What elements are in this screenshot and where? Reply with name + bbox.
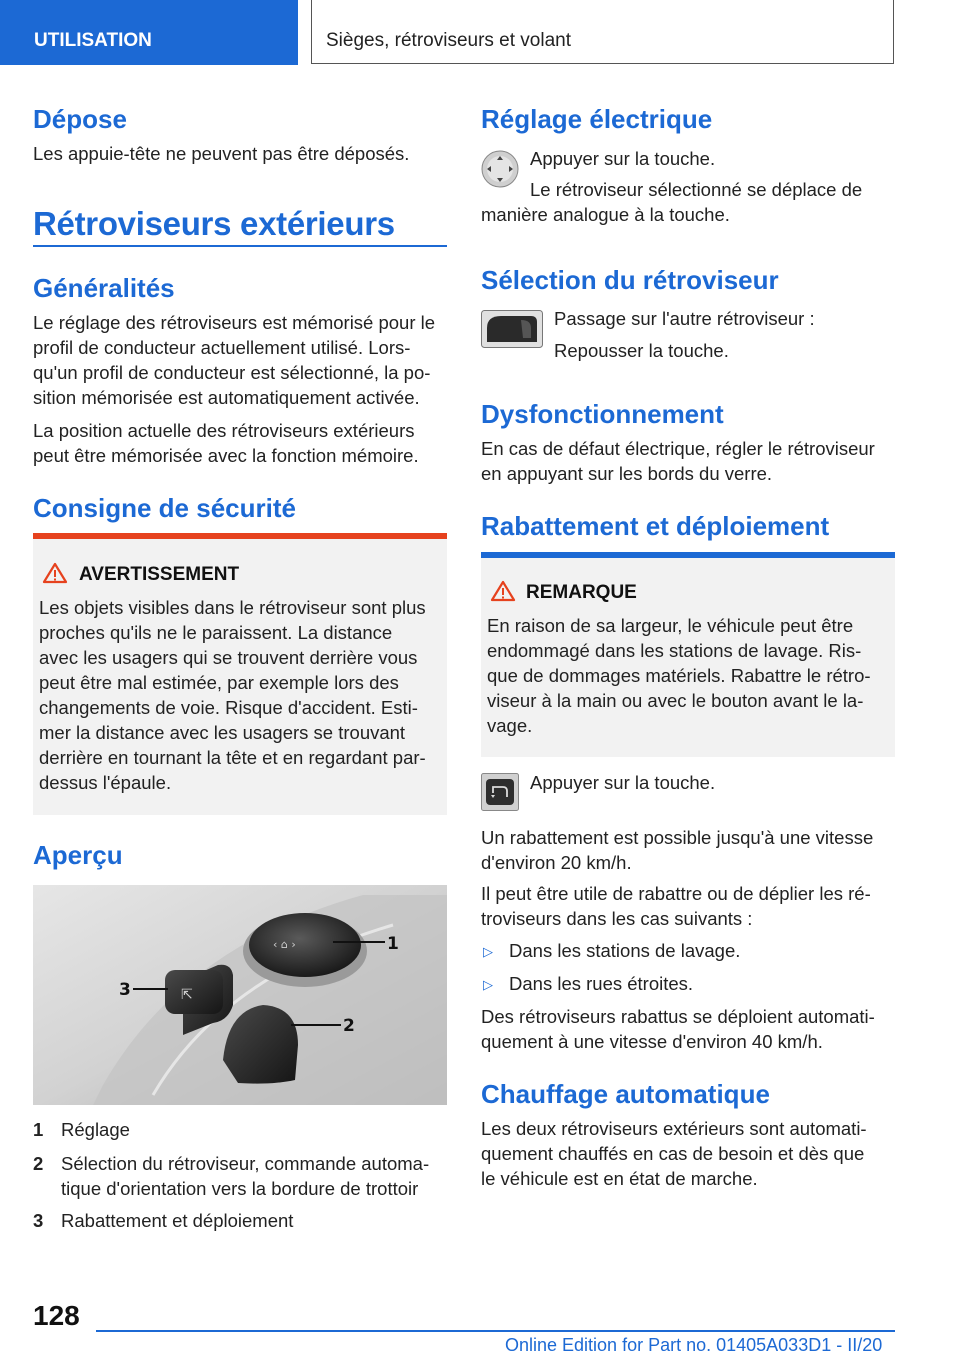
generalites-p1: Le réglage des rétroviseurs est mémorisé pour le profil de conducteur actuellement utilisé. Lors- qu'un profil de conducteur est sélectionné, la po- sition mémorisée est automatiquement activée. — [33, 312, 436, 408]
callout-3: 3 — [119, 980, 131, 1000]
footer-rule — [96, 1330, 895, 1332]
mirror-control-photo — [33, 885, 447, 1105]
chauffage-text: Les deux rétroviseurs extérieurs sont automati- quement chauffés en cas de besoin et dès que le véhicule est en état de marche. — [481, 1118, 867, 1189]
generalites-p2: La position actuelle des rétroviseurs extérieurs peut être mémorisée avec la fonction mémoire. — [33, 420, 419, 466]
legend-text-3: Rabattement et déploiement — [61, 1210, 294, 1231]
mirror-fold-button-icon — [481, 773, 519, 811]
warning-bar — [33, 533, 447, 539]
legend-num-2: 2 — [33, 1153, 44, 1174]
chauffage-title: Chauffage automatique — [481, 1079, 770, 1109]
edition-label: Online Edition for Part no. 01405A033D1 - II/20 — [505, 1335, 883, 1355]
bullet-marker-1: ▷ — [483, 944, 493, 959]
page-number: 128 — [33, 1300, 80, 1331]
mirror-select-switch-icon — [481, 310, 543, 348]
svg-text:⇱: ⇱ — [181, 987, 193, 1003]
bullet-text-2: Dans les rues étroites. — [509, 973, 694, 994]
note-text: En raison de sa largeur, le véhicule peut être endommagé dans les stations de lavage. Ris- que de dommages matériels. Rabattre le rétro- viseur à la main ou avec le bouton avant le la- vage. — [487, 615, 871, 736]
reglage-line3: manière analogue à la touche. — [481, 204, 730, 225]
header-chapter-label: Sièges, rétroviseurs et volant — [326, 30, 572, 51]
note-bar — [481, 552, 895, 558]
mirror-adjust-button-icon — [481, 150, 519, 188]
rabattement-p1: Un rabattement est possible jusqu'à une vitesse d'environ 20 km/h. — [481, 827, 874, 873]
warning-text: Les objets visibles dans le rétroviseur sont plus proches qu'ils ne le paraissent. La distance avec les usagers qui se trouvent derrière vous peut être mal estimée, par exemple lors des changements de voie. Risque d'accident. Esti- mer la distance avec les usagers se trouvant derrière en tournant la tête et en regardant par- dessus l'épaule. — [39, 597, 426, 793]
legend-text-1: Réglage — [61, 1119, 130, 1140]
rabattement-press: Appuyer sur la touche. — [530, 772, 716, 793]
rabattement-p2: Il peut être utile de rabattre ou de déplier les ré- troviseurs dans les cas suivants : — [481, 883, 871, 929]
title-rule — [33, 245, 447, 247]
svg-text:‹ ⌂ ›: ‹ ⌂ › — [273, 938, 296, 951]
header-section-tab — [0, 0, 298, 65]
bullet-marker-2: ▷ — [483, 977, 493, 992]
header-chapter-tab — [311, 0, 894, 64]
securite-title: Consigne de sécurité — [33, 493, 296, 523]
callout-1: 1 — [387, 934, 399, 954]
depose-title: Dépose — [33, 104, 127, 134]
note-box — [481, 552, 895, 757]
note-triangle-icon — [490, 580, 516, 602]
rabattement-p3: Des rétroviseurs rabattus se déploient automati- quement à une vitesse d'environ 40 km/h. — [481, 1006, 875, 1052]
bullet-text-1: Dans les stations de lavage. — [509, 940, 741, 961]
selection-line1: Passage sur l'autre rétroviseur : — [554, 308, 815, 329]
warning-triangle-icon — [42, 562, 68, 584]
note-label: REMARQUE — [526, 582, 637, 603]
reglage-line2: Le rétroviseur sélectionné se déplace de — [530, 179, 863, 200]
selection-line2: Repousser la touche. — [554, 340, 729, 361]
dysfonction-title: Dysfonctionnement — [481, 399, 724, 429]
apercu-title: Aperçu — [33, 840, 123, 870]
legend-num-1: 1 — [33, 1119, 44, 1140]
generalites-title: Généralités — [33, 273, 175, 303]
legend-num-3: 3 — [33, 1210, 44, 1231]
dysfonction-text: En cas de défaut électrique, régler le rétroviseur en appuyant sur les bords du verre. — [481, 438, 875, 484]
page-title: Rétroviseurs extérieurs — [33, 205, 395, 242]
depose-text: Les appuie-tête ne peuvent pas être déposés. — [33, 143, 410, 164]
warning-box — [33, 533, 447, 815]
reglage-title: Réglage électrique — [481, 104, 713, 134]
selection-title: Sélection du rétroviseur — [481, 265, 779, 295]
reglage-line1: Appuyer sur la touche. — [530, 148, 716, 169]
legend-text-2: Sélection du rétroviseur, commande automa- tique d'orientation vers la bordure de trottoir — [61, 1153, 430, 1199]
rabattement-title: Rabattement et déploiement — [481, 511, 830, 541]
header-section-label: UTILISATION — [34, 30, 152, 51]
callout-2: 2 — [343, 1016, 355, 1036]
warning-label: AVERTISSEMENT — [79, 564, 240, 585]
